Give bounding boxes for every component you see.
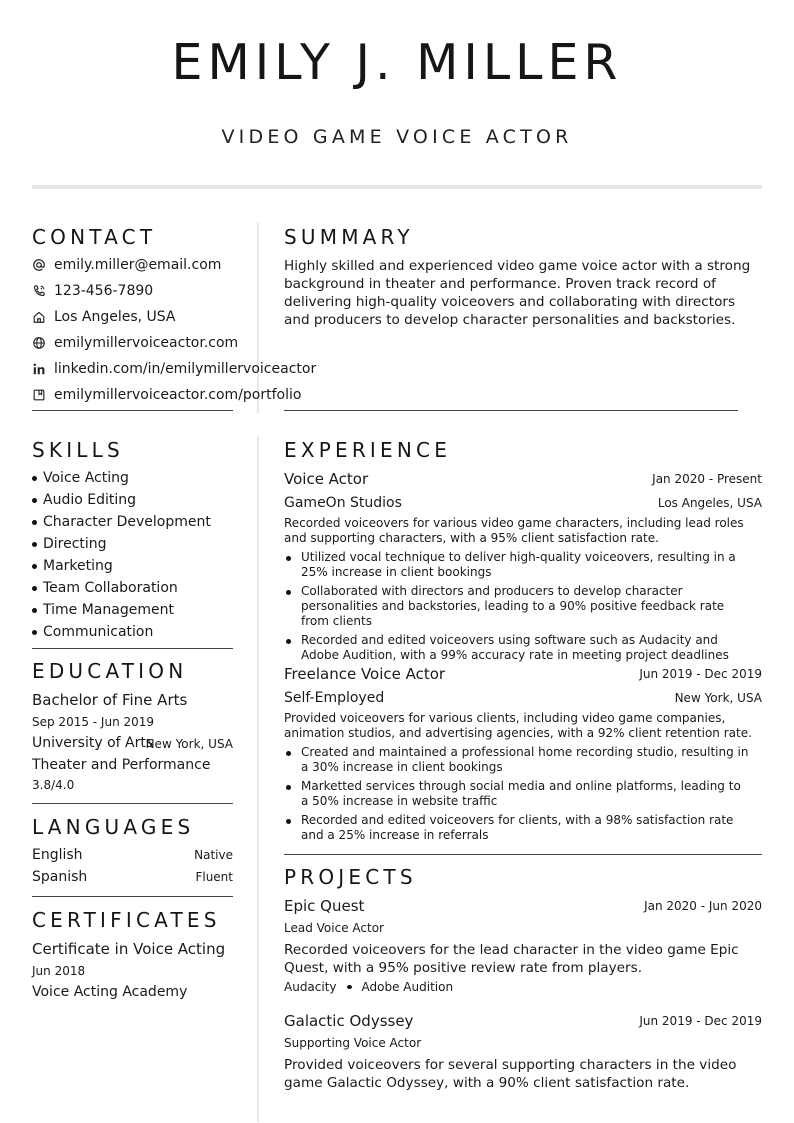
education-school: University of Arts bbox=[32, 735, 154, 751]
bullet-icon bbox=[32, 476, 37, 481]
job-bullet bbox=[284, 779, 750, 809]
education-heading: EDUCATION bbox=[32, 659, 188, 683]
column-divider-bottom bbox=[257, 436, 259, 1122]
project-tool: Adobe Audition bbox=[361, 980, 454, 994]
certificate-name: Certificate in Voice Acting bbox=[32, 940, 226, 958]
contact-location-text: Los Angeles, USA bbox=[54, 309, 176, 325]
separator-dot-icon bbox=[347, 985, 352, 989]
header-divider bbox=[32, 185, 762, 189]
project-dates: Jan 2020 - Jun 2020 bbox=[644, 899, 762, 913]
job-description: Provided voiceovers for various clients, including video game companies, animation studios, and advertising agencies, with a 92% client retention rate. bbox=[284, 711, 752, 740]
job-dates: Jan 2020 - Present bbox=[652, 472, 762, 486]
home-icon bbox=[32, 310, 46, 324]
phone-icon bbox=[32, 284, 46, 298]
contact-phone[interactable] bbox=[32, 281, 153, 301]
experience-heading: EXPERIENCE bbox=[284, 438, 452, 462]
education-dates: Sep 2015 - Jun 2019 bbox=[32, 715, 155, 729]
job-bullet bbox=[284, 550, 746, 580]
job-bullet bbox=[284, 633, 746, 663]
job-bullet-text: Utilized vocal technique to deliver high-quality voiceovers, resulting in a 25% increase in client bookings bbox=[301, 550, 736, 579]
linkedin-icon bbox=[32, 362, 46, 376]
education-location: New York, USA bbox=[145, 737, 233, 751]
language-name: English bbox=[32, 847, 83, 863]
skill-item bbox=[32, 577, 234, 599]
bullet-icon bbox=[32, 630, 37, 635]
contact-email[interactable] bbox=[32, 255, 221, 275]
job-bullet bbox=[284, 813, 750, 843]
project-role: Supporting Voice Actor bbox=[284, 1036, 422, 1050]
skill-item bbox=[32, 467, 234, 489]
project-tools bbox=[284, 980, 453, 994]
contact-website-text: emilymillervoiceactor.com bbox=[54, 335, 239, 351]
bullet-icon bbox=[32, 608, 37, 613]
contact-phone-text: 123-456-7890 bbox=[54, 283, 154, 299]
skill-item bbox=[32, 599, 234, 621]
job-bullet bbox=[284, 584, 746, 629]
contact-website[interactable] bbox=[32, 333, 238, 353]
job-bullet-text: Marketted services through social media and online platforms, leading to a 50% increase in website traffic bbox=[301, 779, 741, 808]
contact-linkedin[interactable] bbox=[32, 359, 316, 379]
bullet-icon bbox=[32, 542, 37, 547]
language-level: Fluent bbox=[195, 870, 233, 884]
skill-item bbox=[32, 555, 234, 577]
project-dates: Jun 2019 - Dec 2019 bbox=[639, 1014, 762, 1028]
job-description: Recorded voiceovers for various video game characters, including lead roles and supporting characters, with a 95% client satisfaction rate. bbox=[284, 516, 744, 545]
job-bullet-text: Collaborated with directors and producers to develop character personalities and backstories, leading to a 90% positive feedback rate from clients bbox=[301, 584, 725, 628]
skill-label: Voice Acting bbox=[43, 470, 129, 486]
at-icon bbox=[32, 258, 46, 272]
job-bullet-text: Recorded and edited voiceovers using software such as Audacity and Adobe Audition, with a 99% accuracy rate in meeting project deadlines bbox=[301, 633, 729, 662]
summary-divider bbox=[284, 410, 738, 411]
job-title: VIDEO GAME VOICE ACTOR bbox=[221, 126, 573, 148]
bullet-icon bbox=[286, 819, 291, 824]
skills-heading: SKILLS bbox=[32, 438, 124, 462]
project-role: Lead Voice Actor bbox=[284, 921, 384, 935]
project-tool: Audacity bbox=[284, 980, 337, 994]
skill-label: Time Management bbox=[43, 602, 174, 618]
education-degree: Bachelor of Fine Arts bbox=[32, 691, 188, 709]
skill-label: Team Collaboration bbox=[43, 580, 178, 596]
experience-divider bbox=[284, 854, 762, 855]
job-bullet bbox=[284, 745, 750, 775]
education-field: Theater and Performance bbox=[32, 757, 211, 773]
bullet-icon bbox=[32, 520, 37, 525]
job-company: GameOn Studios bbox=[284, 495, 402, 511]
contact-heading: CONTACT bbox=[32, 225, 157, 249]
skill-label: Communication bbox=[43, 624, 154, 640]
job-bullet-text: Recorded and edited voiceovers for clients, with a 98% satisfaction rate and a 25% increase in referrals bbox=[301, 813, 734, 842]
project-name: Epic Quest bbox=[284, 897, 365, 915]
projects-heading: PROJECTS bbox=[284, 865, 417, 889]
languages-divider bbox=[32, 896, 233, 897]
job-title: Voice Actor bbox=[284, 470, 369, 488]
contact-portfolio[interactable] bbox=[32, 385, 301, 405]
education-divider bbox=[32, 803, 233, 804]
job-title: Freelance Voice Actor bbox=[284, 665, 446, 683]
certificates-heading: CERTIFICATES bbox=[32, 908, 221, 932]
contact-location bbox=[32, 307, 175, 327]
job-dates: Jun 2019 - Dec 2019 bbox=[639, 667, 762, 681]
portfolio-icon bbox=[32, 388, 46, 402]
skill-item bbox=[32, 511, 234, 533]
skills-divider bbox=[32, 648, 233, 649]
certificate-date: Jun 2018 bbox=[32, 964, 86, 978]
bullet-icon bbox=[286, 785, 291, 790]
skill-item bbox=[32, 621, 234, 643]
job-bullet-text: Created and maintained a professional home recording studio, resulting in a 30% increase in client bookings bbox=[301, 745, 749, 774]
job-location: New York, USA bbox=[674, 691, 762, 705]
skill-label: Character Development bbox=[43, 514, 211, 530]
job-bullets bbox=[284, 745, 750, 847]
job-company: Self-Employed bbox=[284, 690, 385, 706]
language-level: Native bbox=[194, 848, 233, 862]
bullet-icon bbox=[286, 556, 291, 561]
globe-icon bbox=[32, 336, 46, 350]
summary-heading: SUMMARY bbox=[284, 225, 414, 249]
bullet-icon bbox=[32, 586, 37, 591]
languages-heading: LANGUAGES bbox=[32, 815, 195, 839]
bullet-icon bbox=[286, 590, 291, 595]
project-name: Galactic Odyssey bbox=[284, 1012, 414, 1030]
skill-label: Audio Editing bbox=[43, 492, 137, 508]
skill-label: Directing bbox=[43, 536, 107, 552]
bullet-icon bbox=[286, 639, 291, 644]
skills-list bbox=[32, 467, 234, 643]
contact-linkedin-text: linkedin.com/in/emilymillervoiceactor bbox=[54, 361, 317, 377]
project-description: Provided voiceovers for several supporting characters in the video game Galactic Odyssey, with a 90% client satisfaction rate. bbox=[284, 1057, 737, 1091]
project-description: Recorded voiceovers for the lead character in the video game Epic Quest, with a 95% positive review rate from players. bbox=[284, 942, 739, 976]
bullet-icon bbox=[286, 751, 291, 756]
skill-item bbox=[32, 533, 234, 555]
job-location: Los Angeles, USA bbox=[657, 496, 762, 510]
education-gpa: 3.8/4.0 bbox=[32, 778, 75, 792]
candidate-name: EMILY J. MILLER bbox=[171, 34, 623, 91]
job-bullets bbox=[284, 550, 746, 667]
contact-portfolio-text: emilymillervoiceactor.com/portfolio bbox=[54, 387, 302, 403]
bullet-icon bbox=[32, 564, 37, 569]
summary-text: Highly skilled and experienced video game voice actor with a strong background in theater and performance. Proven track record of delivering high-quality voiceovers and collaborating with directors and producers to develop character personalities and backstories. bbox=[284, 258, 751, 328]
certificate-issuer: Voice Acting Academy bbox=[32, 984, 188, 1000]
contact-divider bbox=[32, 410, 233, 411]
skill-item bbox=[32, 489, 234, 511]
bullet-icon bbox=[32, 498, 37, 503]
skill-label: Marketing bbox=[43, 558, 113, 574]
contact-email-text: emily.miller@email.com bbox=[54, 257, 222, 273]
language-name: Spanish bbox=[32, 869, 88, 885]
